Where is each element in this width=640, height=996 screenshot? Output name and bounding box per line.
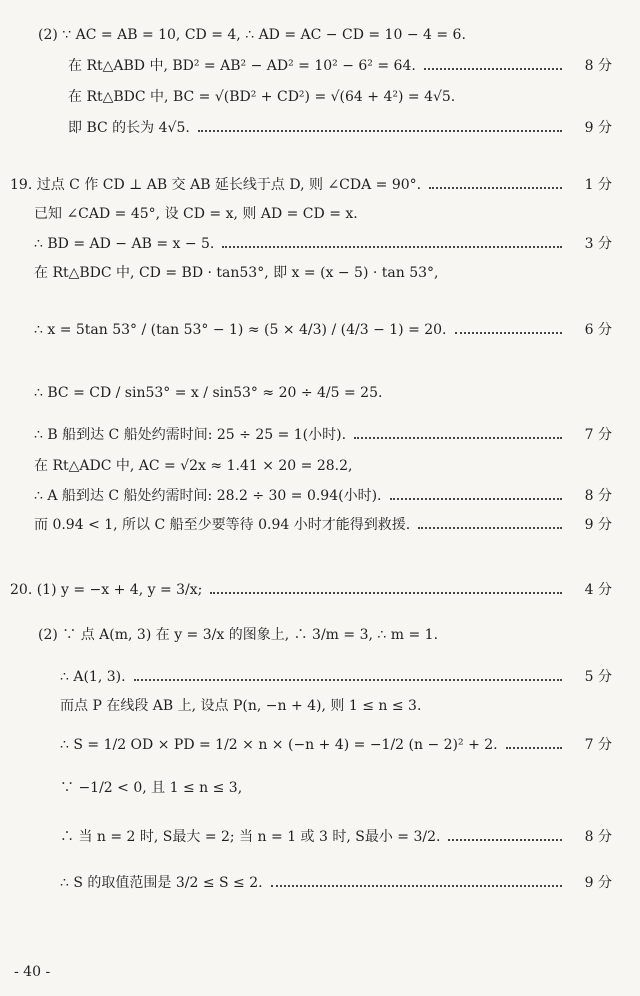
line-text: 而点 P 在线段 AB 上, 设点 P(n, −n + 4), 则 1 ≤ n ≤ 3. — [60, 698, 422, 714]
dot-leader — [222, 246, 562, 248]
dot-leader — [506, 747, 562, 749]
line-text: 20. (1) y = −x + 4, y = 3/x; — [10, 582, 203, 598]
line-text: 在 Rt△BDC 中, CD = BD · tan53°, 即 x = (x − 5) · tan 53°, — [34, 265, 439, 281]
score-label: 8 分 — [584, 58, 612, 74]
score-label: 5 分 — [584, 669, 612, 685]
solution-line — [0, 119, 640, 137]
dot-leader — [354, 437, 562, 439]
dot-leader — [134, 679, 562, 681]
line-text: (2) ∵ 点 A(m, 3) 在 y = 3/x 的图象上, ∴ 3/m = 3, ∴ m = 1. — [38, 627, 439, 643]
line-text: 已知 ∠CAD = 45°, 设 CD = x, 则 AD = CD = x. — [34, 206, 358, 222]
score-label: 1 分 — [584, 177, 612, 193]
line-text: 即 BC 的长为 4√5. — [68, 120, 190, 136]
solution-line — [0, 668, 640, 686]
solution-line — [0, 874, 640, 892]
score-label: 9 分 — [584, 875, 612, 891]
line-text: ∴ A 船到达 C 船处约需时间: 28.2 ÷ 30 = 0.94(小时). — [34, 488, 382, 504]
line-text: ∴ S 的取值范围是 3/2 ≤ S ≤ 2. — [60, 875, 263, 891]
dot-leader — [210, 592, 562, 594]
line-text: ∴ 当 n = 2 时, S最大 = 2; 当 n = 1 或 3 时, S最小 = 3/2. — [60, 829, 441, 845]
line-text: ∴ B 船到达 C 船处约需时间: 25 ÷ 25 = 1(小时). — [34, 427, 347, 443]
line-text: ∴ x = 5tan 53° / (tan 53° − 1) ≈ (5 × 4/3) / (4/3 − 1) = 20. — [34, 322, 447, 338]
dot-leader — [390, 498, 563, 500]
dot-leader — [448, 839, 562, 841]
line-text: 19. 过点 C 作 CD ⊥ AB 交 AB 延长线于点 D, 则 ∠CDA = 90°. — [10, 177, 422, 193]
solution-line — [0, 457, 640, 475]
solution-line — [0, 176, 640, 194]
line-text: ∴ BD = AD − AB = x − 5. — [34, 236, 215, 252]
dot-leader — [418, 527, 562, 529]
line-text: (2) ∵ AC = AB = 10, CD = 4, ∴ AD = AC − CD = 10 − 4 = 6. — [38, 27, 466, 43]
score-label: 9 分 — [584, 517, 612, 533]
solution-line — [0, 828, 640, 846]
line-text: 在 Rt△ABD 中, BD² = AB² − AD² = 10² − 6² = 64. — [68, 58, 416, 74]
line-text: 在 Rt△ADC 中, AC = √2x ≈ 1.41 × 20 = 28.2, — [34, 458, 353, 474]
dot-leader — [198, 130, 562, 132]
solution-line — [0, 697, 640, 715]
solution-line — [0, 384, 640, 402]
solution-line — [0, 264, 640, 282]
line-text: 在 Rt△BDC 中, BC = √(BD² + CD²) = √(64 + 4²) = 4√5. — [68, 89, 456, 105]
dot-leader — [424, 68, 562, 70]
line-text: ∴ BC = CD / sin53° = x / sin53° ≈ 20 ÷ 4/5 = 25. — [34, 385, 383, 401]
line-text: ∵ −1/2 < 0, 且 1 ≤ n ≤ 3, — [60, 780, 243, 796]
solution-line — [0, 779, 640, 797]
dot-leader — [455, 332, 562, 334]
solution-line — [0, 626, 640, 644]
dot-leader — [271, 885, 562, 887]
score-label: 6 分 — [584, 322, 612, 338]
score-label: 4 分 — [584, 582, 612, 598]
score-label: 3 分 — [584, 236, 612, 252]
line-text: 而 0.94 < 1, 所以 C 船至少要等待 0.94 小时才能得到救援. — [34, 517, 411, 533]
page-number: - 40 - — [14, 964, 51, 980]
score-label: 8 分 — [584, 829, 612, 845]
solution-line — [0, 88, 640, 106]
line-text: ∴ A(1, 3). — [60, 669, 126, 685]
line-text: ∴ S = 1/2 OD × PD = 1/2 × n × (−n + 4) = −1/2 (n − 2)² + 2. — [60, 737, 498, 753]
solution-line — [0, 487, 640, 505]
score-label: 8 分 — [584, 488, 612, 504]
solution-line — [0, 26, 640, 44]
solution-line — [0, 205, 640, 223]
solution-line — [0, 321, 640, 339]
score-label: 9 分 — [584, 120, 612, 136]
solution-line — [0, 581, 640, 599]
solution-line — [0, 57, 640, 75]
dot-leader — [429, 187, 562, 189]
solution-line — [0, 736, 640, 754]
solution-line — [0, 426, 640, 444]
score-label: 7 分 — [584, 737, 612, 753]
score-label: 7 分 — [584, 427, 612, 443]
solution-line — [0, 235, 640, 253]
solution-line — [0, 516, 640, 534]
